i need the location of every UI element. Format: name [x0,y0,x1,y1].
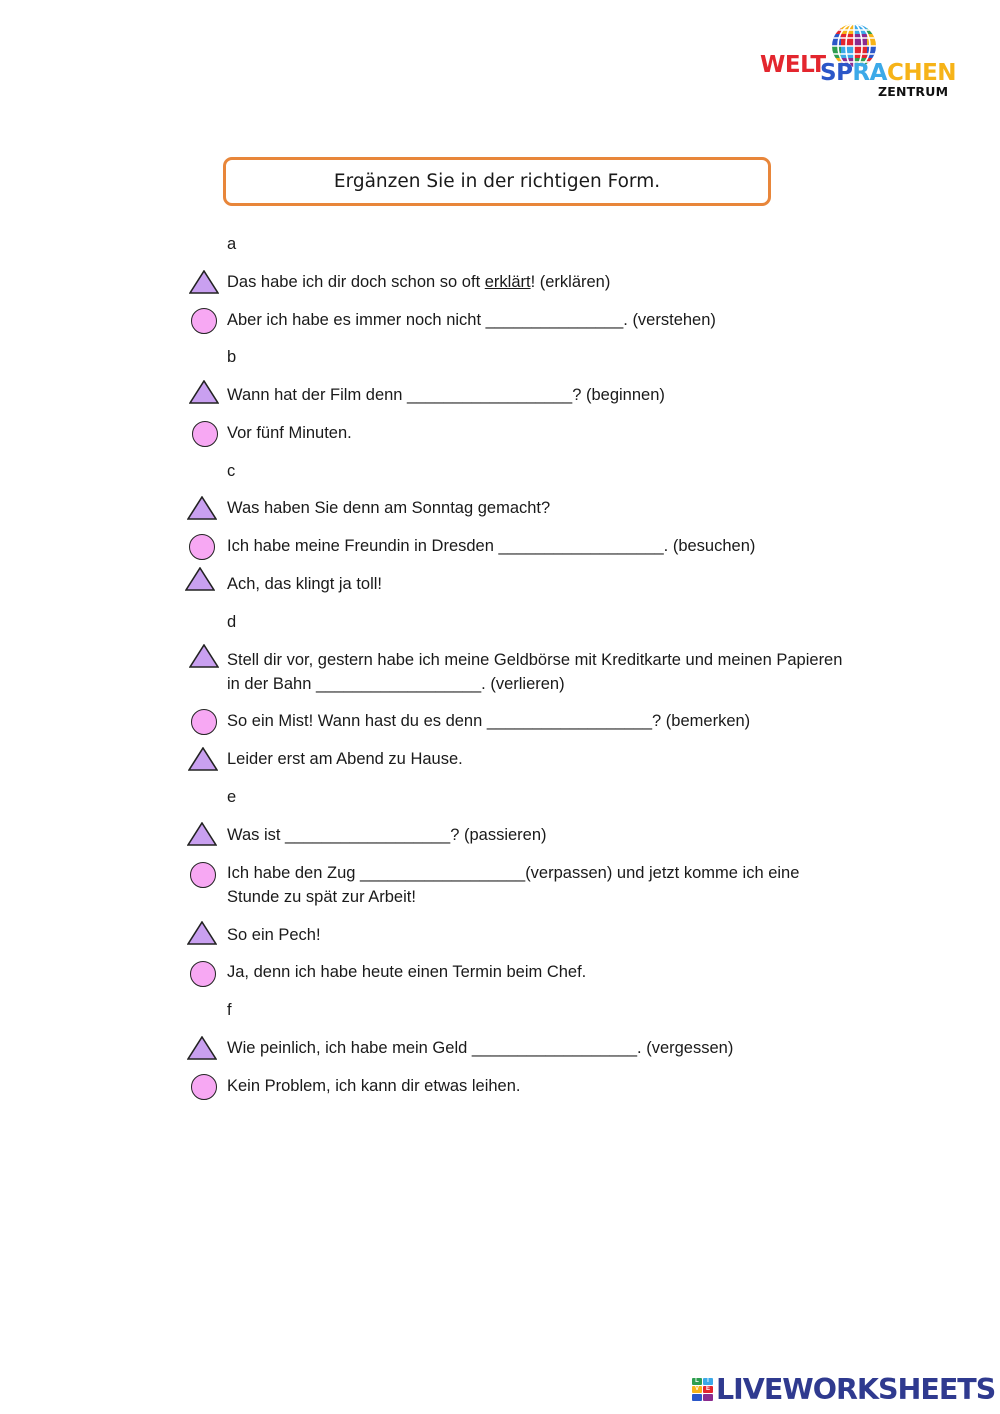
dialogue-line: Das habe ich dir doch schon so oft erklärt! (erklären) [227,273,611,291]
circle-speaker-icon [189,534,215,560]
circle-speaker-icon [191,1074,217,1100]
section-letter-a: a [227,235,237,253]
logo-word-zentrum: ZENTRUM [878,84,949,99]
dialogue-line: Ach, das klingt ja toll! [227,575,382,593]
section-letter-c: c [227,462,236,480]
section-letter-b: b [227,348,237,366]
section-letter-e: e [227,788,237,806]
dialogue-line: Kein Problem, ich kann dir etwas leihen. [227,1077,521,1095]
circle-speaker-icon [190,862,216,888]
liveworksheets-mark-icon: L I V E [692,1378,714,1402]
dialogue-line: So ein Pech! [227,926,321,944]
dialogue-line: Wie peinlich, ich habe mein Geld __________________. (vergessen) [227,1039,734,1057]
dialogue-line: Wann hat der Film denn __________________? (beginnen) [227,386,665,404]
triangle-speaker-icon [188,747,218,771]
dialogue-line: Vor fünf Minuten. [227,424,352,442]
triangle-speaker-icon [185,567,215,591]
logo-word-welt: WELT [760,52,826,78]
example-answer: erklärt [484,273,531,291]
dialogue-line: Ja, denn ich habe heute einen Termin beim Chef. [227,963,587,981]
dialogue-line-continued: in der Bahn __________________. (verlieren) [227,675,565,693]
dialogue-line: So ein Mist! Wann hast du es denn __________________? (bemerken) [227,712,751,730]
triangle-speaker-icon [189,644,219,668]
dialogue-line: Was haben Sie denn am Sonntag gemacht? [227,499,551,517]
triangle-speaker-icon [187,496,217,520]
triangle-speaker-icon [189,380,219,404]
dialogue-line: Stell dir vor, gestern habe ich meine Geldbörse mit Kreditkarte und meinen Papieren [227,651,843,669]
circle-speaker-icon [191,709,217,735]
triangle-speaker-icon [187,822,217,846]
section-letter-f: f [227,1001,232,1019]
liveworksheets-brand [692,1373,996,1406]
triangle-speaker-icon [187,921,217,945]
dialogue-line: Ich habe den Zug __________________(verpassen) und jetzt komme ich eine [227,864,800,882]
circle-speaker-icon [191,308,217,334]
dialogue-line: Leider erst am Abend zu Hause. [227,750,463,768]
weltsprachen-zentrum-logo [758,22,958,102]
triangle-speaker-icon [187,1036,217,1060]
dialogue-line: Aber ich habe es immer noch nicht _______________. (verstehen) [227,311,716,329]
triangle-speaker-icon [189,270,219,294]
logo-word-sprachen: SPRACHEN [820,60,957,86]
dialogue-line: Was ist __________________? (passieren) [227,826,547,844]
dialogue-line: Ich habe meine Freundin in Dresden __________________. (besuchen) [227,537,756,555]
dialogue-line-continued: Stunde zu spät zur Arbeit! [227,888,416,906]
instruction-title: Ergänzen Sie in der richtigen Form. [223,157,771,206]
liveworksheets-wordmark: LIVEWORKSHEETS [716,1373,996,1406]
section-letter-d: d [227,613,237,631]
circle-speaker-icon [192,421,218,447]
circle-speaker-icon [190,961,216,987]
